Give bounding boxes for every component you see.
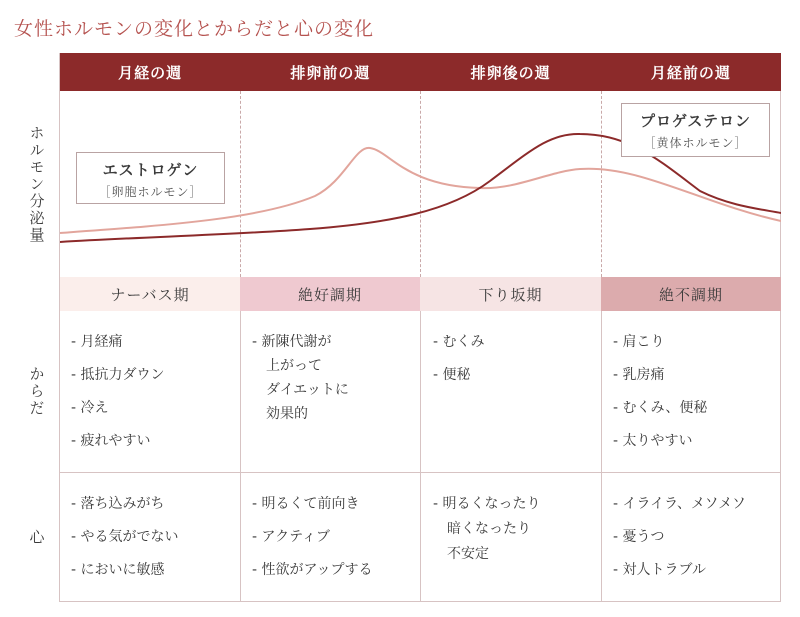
list-item: - 落ち込みがち bbox=[71, 496, 165, 512]
mind-cell-1 bbox=[71, 488, 179, 587]
column-divider bbox=[240, 311, 241, 602]
list-item: - アクティブ bbox=[252, 529, 330, 545]
week-header-1: 月経の週 bbox=[118, 63, 183, 82]
row-label-hormone: ホルモン分泌量 bbox=[27, 124, 46, 244]
list-item: - 冷え bbox=[71, 400, 109, 416]
column-divider bbox=[420, 311, 421, 602]
list-item: - においに敏感 bbox=[71, 562, 165, 578]
list-item: - 抵抗力ダウン bbox=[71, 367, 165, 383]
mind-cell-4 bbox=[613, 488, 746, 587]
column-divider bbox=[601, 311, 602, 602]
mind-cell-2 bbox=[252, 488, 373, 587]
list-item: - やる気がでない bbox=[71, 529, 179, 545]
list-item: - むくみ bbox=[433, 334, 485, 350]
row-label-mind: 心 bbox=[27, 528, 46, 546]
phase-label: 絶不調期 bbox=[601, 277, 781, 311]
estrogen-label bbox=[76, 152, 225, 204]
progesterone-name: プロゲステロン bbox=[639, 112, 752, 130]
row-label-body: からだ bbox=[27, 366, 46, 417]
list-item: 効果的 bbox=[266, 406, 308, 422]
week-header bbox=[60, 53, 781, 91]
phase-label: 絶好調期 bbox=[240, 277, 420, 311]
progesterone-label bbox=[621, 103, 770, 157]
estrogen-sub: ［卵胞ホルモン］ bbox=[98, 185, 203, 199]
list-item: - むくみ、便秘 bbox=[613, 400, 708, 416]
progesterone-sub: ［黄体ホルモン］ bbox=[643, 136, 748, 150]
list-item: - 乳房痛 bbox=[613, 367, 665, 383]
estrogen-name: エストロゲン bbox=[102, 161, 199, 179]
phase-label: 下り坂期 bbox=[420, 277, 601, 311]
list-item: - 憂うつ bbox=[613, 529, 665, 545]
list-item: - 新陳代謝が bbox=[252, 334, 332, 350]
list-item: - 肩こり bbox=[613, 334, 665, 350]
phase-label: ナーバス期 bbox=[60, 277, 240, 311]
page-title: 女性ホルモンの変化とからだと心の変化 bbox=[14, 18, 375, 40]
body-cell-1 bbox=[71, 326, 165, 458]
list-item: - 月経痛 bbox=[71, 334, 123, 350]
list-item: - 太りやすい bbox=[613, 433, 693, 449]
list-item: - 性欲がアップする bbox=[252, 562, 373, 578]
week-header-2: 排卵前の週 bbox=[290, 63, 371, 82]
list-item: - 明るくなったり bbox=[433, 496, 541, 512]
list-item: - 疲れやすい bbox=[71, 433, 151, 449]
list-item: - 便秘 bbox=[433, 367, 471, 383]
list-item: - イライラ、メソメソ bbox=[613, 496, 746, 512]
list-item: 不安定 bbox=[447, 546, 489, 562]
row-divider bbox=[60, 472, 781, 473]
week-header-4: 月経前の週 bbox=[650, 63, 731, 82]
week-header-3: 排卵後の週 bbox=[470, 63, 551, 82]
mind-cell-3 bbox=[433, 488, 541, 567]
list-item: - 明るくて前向き bbox=[252, 496, 360, 512]
body-cell-4 bbox=[613, 326, 707, 458]
body-cell-3 bbox=[433, 326, 485, 392]
list-item: 暗くなったり bbox=[447, 521, 531, 537]
list-item: - 対人トラブル bbox=[613, 562, 706, 578]
body-cell-2 bbox=[252, 326, 349, 426]
list-item: 上がって bbox=[266, 358, 322, 374]
list-item: ダイエットに bbox=[266, 382, 349, 398]
